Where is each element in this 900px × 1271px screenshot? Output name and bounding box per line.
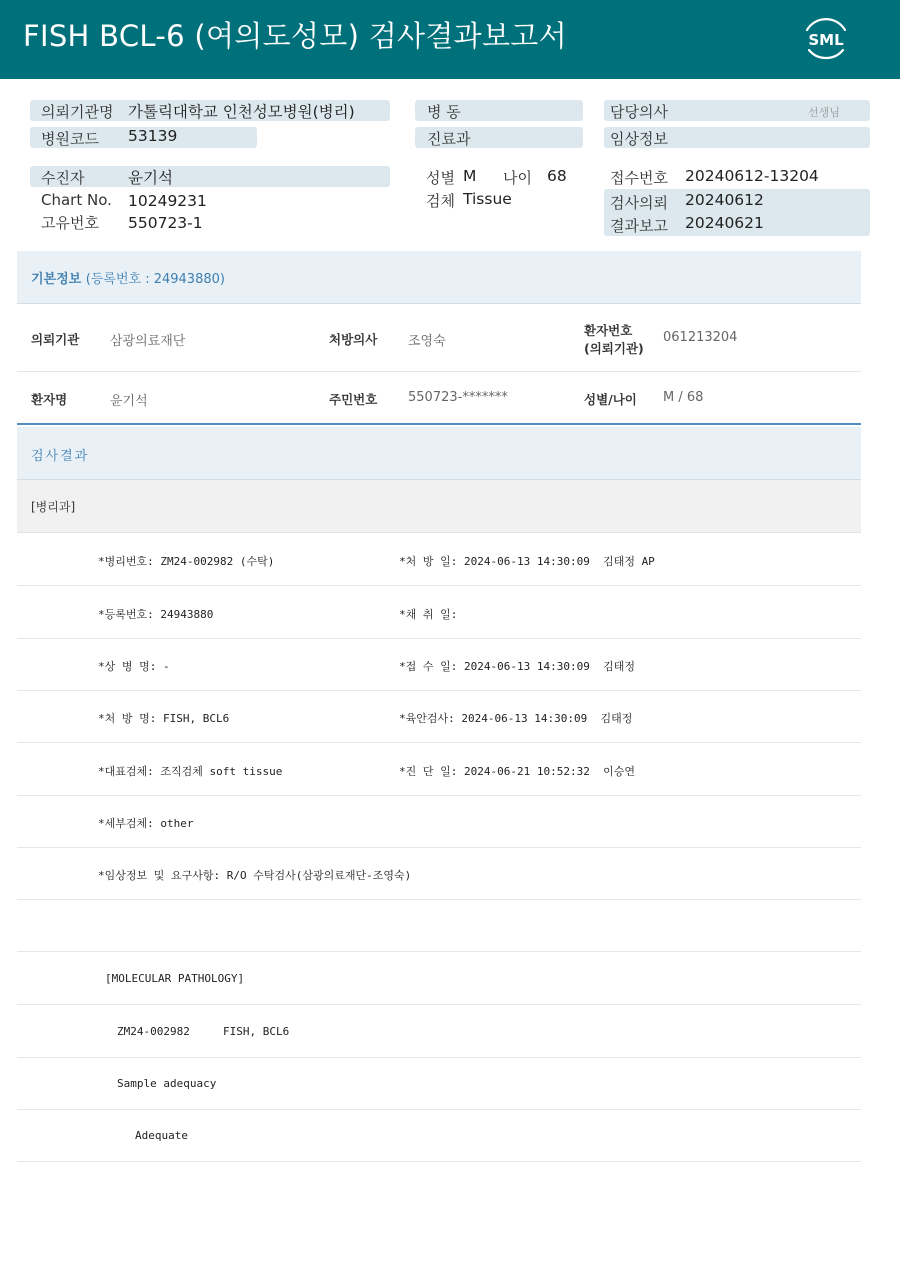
request-label: 검사의뢰 <box>610 194 668 212</box>
prescriber-key: 처방의사 <box>329 332 378 347</box>
report-title: FISH BCL-6 (여의도성모) 검사결과보고서 <box>23 19 567 53</box>
result-line <box>17 847 861 900</box>
specimen-label: 검체 <box>426 192 455 210</box>
result-line-left: *상 병 명: - <box>98 660 170 673</box>
result-line-left: *세부검체: other <box>98 817 194 830</box>
patient-no-val: 061213204 <box>663 330 738 345</box>
result-line-blank <box>17 899 861 952</box>
result-line <box>17 1057 861 1110</box>
sample-adequacy-label: Sample adequacy <box>117 1077 217 1090</box>
receipt-label: 접수번호 <box>610 169 668 187</box>
dept-label: 진료과 <box>427 130 471 148</box>
result-line <box>17 1005 861 1058</box>
result-line-left: *병리번호: ZM24-002982 (수탁) <box>98 555 275 568</box>
result-line-right: *처 방 일: 2024-06-13 14:30:09 김태정 AP <box>399 555 655 568</box>
sml-logo <box>799 12 853 66</box>
report-header-bar <box>0 0 900 79</box>
report-date-value: 20240621 <box>685 214 764 232</box>
specimen-value: Tissue <box>463 190 512 208</box>
patient-label: 수진자 <box>41 169 85 187</box>
prescriber-val: 조영숙 <box>408 334 446 349</box>
sample-adequacy-value: Adequate <box>135 1129 188 1142</box>
patient-name-val: 윤기석 <box>110 394 148 409</box>
result-line <box>17 690 861 743</box>
result-line-right: *육안검사: 2024-06-13 14:30:09 김태정 <box>399 712 633 725</box>
sex-value: M <box>463 167 477 185</box>
uid-label: 고유번호 <box>41 214 99 232</box>
sex-age-key: 성별/나이 <box>584 392 637 407</box>
results-heading: 검사결과 <box>31 449 90 464</box>
patient-value: 윤기석 <box>128 169 173 187</box>
basic-info-row <box>17 304 861 372</box>
results-header <box>17 427 861 480</box>
patient-no-key-line2: (의뢰기관) <box>584 341 644 356</box>
sex-label: 성별 <box>426 169 455 187</box>
hospital-code-label: 병원코드 <box>41 130 99 148</box>
registration-number: (등록번호 : 24943880) <box>85 272 225 287</box>
result-line <box>17 586 861 639</box>
request-value: 20240612 <box>685 191 764 209</box>
molecular-pathology-heading: [MOLECULAR PATHOLOGY] <box>105 972 245 985</box>
patient-name-key: 환자명 <box>31 392 68 407</box>
hospital-code-value: 53139 <box>128 127 178 145</box>
logo-text: SML <box>808 31 844 49</box>
sex-age-val: M / 68 <box>663 390 704 405</box>
molecular-test-line: ZM24-002982 FISH, BCL6 <box>117 1025 290 1038</box>
result-line-right: *진 단 일: 2024-06-21 10:52:32 이승연 <box>399 765 635 778</box>
result-line <box>17 638 861 691</box>
age-label: 나이 <box>503 169 532 187</box>
clinical-label: 임상정보 <box>610 130 668 148</box>
institution-label: 의뢰기관명 <box>41 103 114 121</box>
basic-info-header <box>17 251 861 304</box>
result-line-right: *채 취 일: <box>399 608 458 621</box>
basic-info-heading <box>31 268 225 287</box>
receipt-value: 20240612-13204 <box>685 167 819 185</box>
resident-no-val: 550723-******* <box>408 390 508 405</box>
result-line-left: *대표검체: 조직검체 soft tissue <box>98 765 283 778</box>
basic-info-row <box>17 372 861 425</box>
institution-key: 의뢰기관 <box>31 332 80 347</box>
result-line <box>17 743 861 796</box>
result-line <box>17 795 861 848</box>
result-line-left: *등록번호: 24943880 <box>98 608 214 621</box>
chart-no-value: 10249231 <box>128 192 207 210</box>
doctor-label: 담당의사 <box>610 103 668 121</box>
resident-no-key: 주민번호 <box>329 392 378 407</box>
basic-info-title: 기본정보 <box>31 272 82 287</box>
department-row <box>17 480 861 533</box>
department-label: [병리과] <box>31 500 76 514</box>
report-date-label: 결과보고 <box>610 217 668 235</box>
institution-value: 가톨릭대학교 인천성모병원(병리) <box>128 103 355 121</box>
result-line <box>17 1109 861 1162</box>
doctor-suffix: 선생님 <box>808 106 840 119</box>
age-value: 68 <box>547 167 567 185</box>
ward-label: 병 동 <box>427 103 461 121</box>
uid-value: 550723-1 <box>128 214 203 232</box>
patient-no-key-line1: 환자번호 <box>584 323 633 338</box>
chart-no-label: Chart No. <box>41 191 112 209</box>
result-line <box>17 952 861 1005</box>
result-line <box>17 533 861 586</box>
institution-val: 삼광의료재단 <box>110 334 186 349</box>
result-line-left: *임상정보 및 요구사항: R/O 수탁검사(삼광의료재단-조영숙) <box>98 869 412 882</box>
result-line-left: *처 방 명: FISH, BCL6 <box>98 712 230 725</box>
result-line-right: *접 수 일: 2024-06-13 14:30:09 김태정 <box>399 660 635 673</box>
